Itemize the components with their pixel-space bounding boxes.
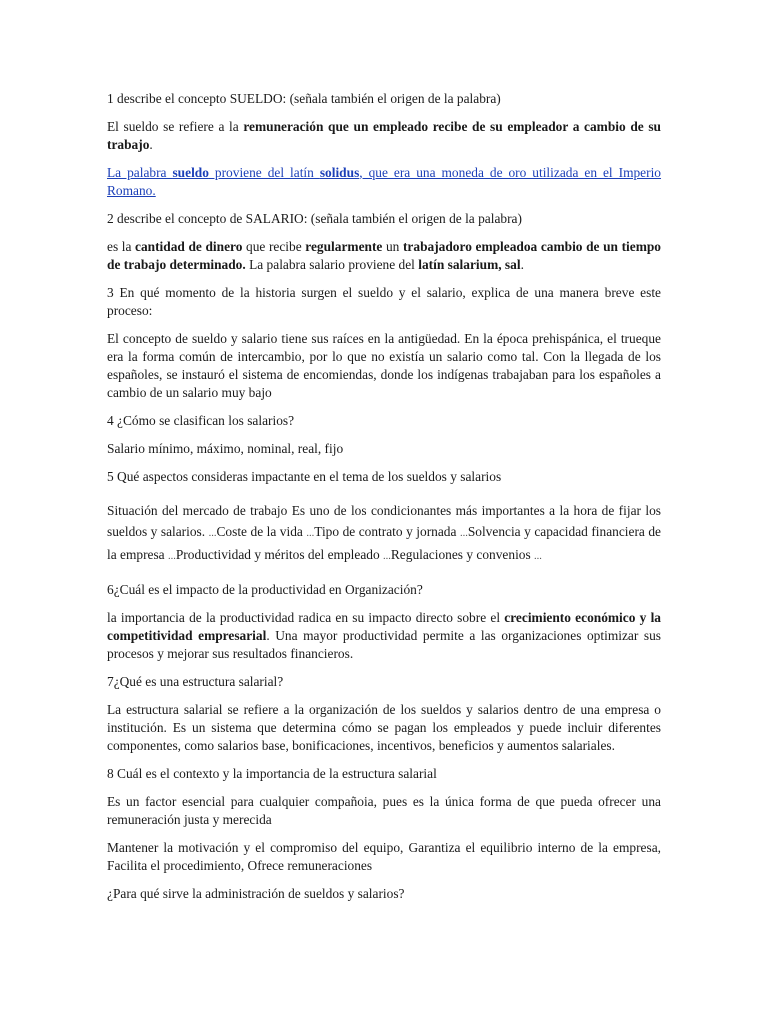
- answer-1-bold: remuneración que un empleado recibe de su empleador a cambio de su trabajo: [107, 119, 661, 152]
- answer-5-text: Productividad y méritos del empleado: [175, 547, 383, 562]
- question-2: 2 describe el concepto de SALARIO: (señala también el origen de la palabra): [107, 211, 522, 226]
- answer-5-text: Coste de la vida: [216, 524, 307, 539]
- ellipsis: ...: [167, 551, 176, 562]
- answer-1-text: El sueldo se refiere a la: [107, 119, 244, 134]
- ellipsis: ...: [383, 551, 391, 562]
- answer-5: [107, 500, 661, 567]
- answer-5-text: Regulaciones y convenios: [390, 547, 535, 562]
- question-1: 1 describe el concepto SUELDO: (señala también el origen de la palabra): [107, 91, 501, 106]
- answer-5-text: Solvencia y capacidad financiera de la empresa: [107, 524, 662, 562]
- answer-5-text: Situación del mercado de trabajo Es uno de los condicionantes más importantes a la hora de fijar los sueldos y salarios.: [107, 503, 661, 539]
- answer-3: El concepto de sueldo y salario tiene sus raíces en la antigüedad. En la época prehispánica, el trueque era la forma común de intercambio, por lo que no existía un salario como tal. Con la llegada de los españoles, se instauró el sistema de encomiendas, donde los indígenas trabajaban para los españoles a cambio de un salario muy bajo: [107, 331, 661, 400]
- document-page: [107, 90, 661, 913]
- answer-8a: Es un factor esencial para cualquier compañoia, pues es la única forma de que pueda ofrecer una remuneración justa y merecida: [107, 794, 661, 827]
- answer-8b: Mantener la motivación y el compromiso del equipo, Garantiza el equilibrio interno de la empresa, Facilita el procedimiento, Ofrece remuneraciones: [107, 840, 661, 873]
- question-9: ¿Para qué sirve la administración de sueldos y salarios?: [107, 886, 405, 901]
- answer-2-bold: latín salarium, sal: [418, 257, 521, 272]
- answer-5-text: Tipo de contrato y jornada: [314, 524, 460, 539]
- answer-6-text: la importancia de la productividad radica en su impacto directo sobre el: [107, 610, 505, 625]
- answer-2: [107, 238, 661, 274]
- answer-2-text: .: [520, 257, 524, 272]
- question-5: 5 Qué aspectos consideras impactante en el tema de los sueldos y salarios: [107, 469, 502, 484]
- answer-6-bold: crecimiento económico y la competitividad empresarial: [107, 610, 661, 643]
- ellipsis: ...: [208, 528, 217, 539]
- question-3: 3 En qué momento de la historia surgen el sueldo y el salario, explica de una manera breve este proceso:: [107, 285, 661, 318]
- answer-4: Salario mínimo, máximo, nominal, real, fijo: [107, 441, 344, 456]
- answer-2-bold: regularmente: [305, 239, 383, 254]
- link-bold[interactable]: sueldo: [172, 165, 209, 180]
- answer-2-bold: cantidad de dinero: [135, 239, 243, 254]
- link-text[interactable]: La palabra: [107, 165, 173, 180]
- answer-2-text: es la: [107, 239, 136, 254]
- answer-6-text: . Una mayor productividad permite a las organizaciones optimizar sus procesos y mejorar sus resultados financieros.: [107, 628, 661, 661]
- ellipsis: ...: [534, 551, 542, 562]
- answer-2-text: La palabra salario proviene del: [245, 257, 419, 272]
- link-text[interactable]: , que era una moneda de oro utilizada en el Imperio Romano.: [107, 165, 662, 198]
- answer-2-text: un: [382, 239, 403, 254]
- question-4: 4 ¿Cómo se clasifican los salarios?: [107, 413, 295, 428]
- answer-1-link[interactable]: [107, 164, 661, 200]
- link-bold[interactable]: solidus: [319, 165, 360, 180]
- question-6: 6¿Cuál es el impacto de la productividad en Organización?: [107, 582, 423, 597]
- question-8: 8 Cuál es el contexto y la importancia de la estructura salarial: [107, 766, 437, 781]
- answer-2-text: que recibe: [242, 239, 306, 254]
- answer-7: La estructura salarial se refiere a la organización de los sueldos y salarios dentro de una empresa o institución. Es un sistema que determina cómo se pagan los empleados y puede incluir diferentes componentes, como salarios base, bonificaciones, incentivos, beneficios y aumentos salariales.: [107, 702, 661, 753]
- answer-1: [107, 118, 661, 154]
- answer-1-text: .: [149, 137, 153, 152]
- link-text[interactable]: proviene del latín: [208, 165, 320, 180]
- ellipsis: ...: [306, 528, 315, 539]
- answer-6: [107, 609, 661, 663]
- question-7: 7¿Qué es una estructura salarial?: [107, 674, 284, 689]
- answer-2-bold: trabajadoro empleadoa cambio de un tiempo de trabajo determinado.: [107, 239, 661, 272]
- ellipsis: ...: [459, 528, 468, 539]
